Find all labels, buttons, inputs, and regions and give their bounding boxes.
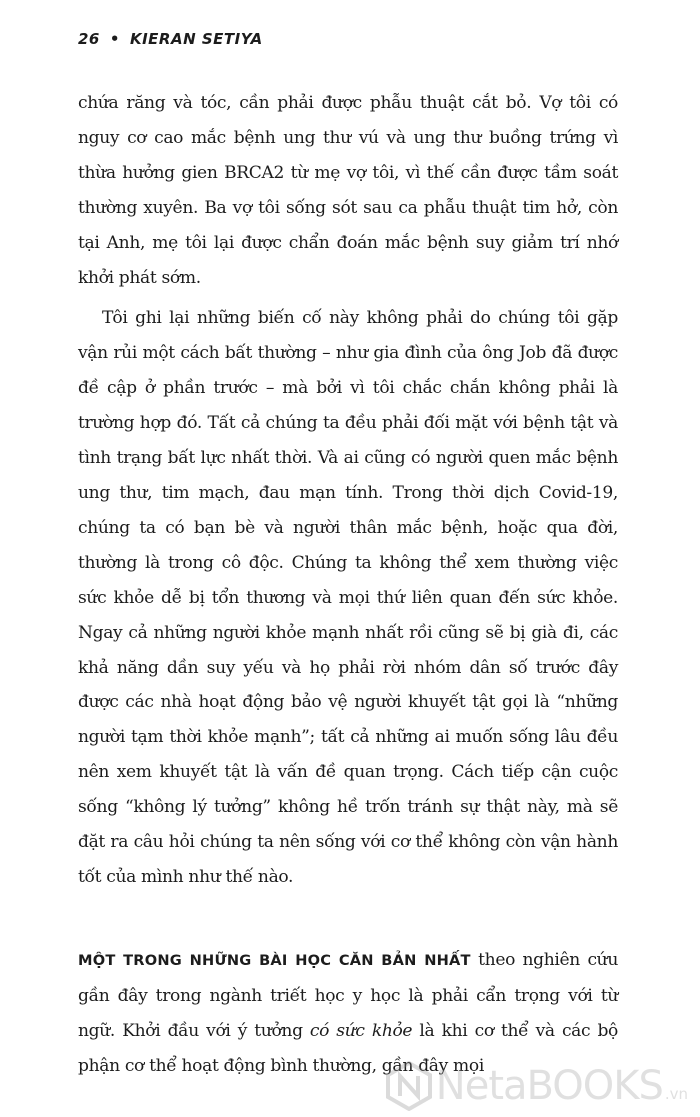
paragraph-1: chứa răng và tóc, cần phải được phẫu thuật cắt bỏ. Vợ tôi có nguy cơ cao mắc bệnh ung thư vú và ung thư buồng trứng vì thừa hưởng gien BRCA2 từ mẹ vợ tôi, vì thế cần được tầm soát thường xuyên. Ba vợ tôi sống sót sau ca phẫu thuật tim hở, còn tại Anh, mẹ tôi lại được chẩn đoán mắc bệnh suy giảm trí nhớ khởi phát sớm. xyxy=(78,93,618,288)
paragraph-3-text-b: là khi cơ thể và các bộ phận cơ thể hoạt động bình thường, gần đây mọi xyxy=(78,1020,618,1076)
netabooks-logo-icon xyxy=(386,1061,432,1111)
page-body xyxy=(78,86,618,1083)
paragraph-2: Tôi ghi lại những biến cố này không phải do chúng tôi gặp vận rủi một cách bất thường – như gia đình của ông Job đã được đề cập ở phần trước – mà bởi vì tôi chắc chắn không phải là trường hợp đó. Tất cả chúng ta đều phải đối mặt với bệnh tật và tình trạng bất lực nhất thời. Và ai cũng có người quen mắc bệnh ung thư, tim mạch, đau mạn tính. Trong thời dịch Covid-19, chúng ta có bạn bè và người thân mắc bệnh, hoặc qua đời, thường là trong cô độc. Chúng ta không thể xem thường việc sức khỏe dễ bị tổn thương và mọi thứ liên quan đến sức khỏe. Ngay cả những người khỏe mạnh nhất rồi cũng sẽ bị già đi, các khả năng dần suy yếu và họ phải rời nhóm dân số trước đây được các nhà hoạt động bảo vệ người khuyết tật gọi là “những người tạm thời khỏe mạnh”; tất cả những ai muốn sống lâu đều nên xem khuyết tật là vấn đề quan trọng. Cách tiếp cận cuộc sống “không lý tưởng” không hề trốn tránh sự thật này, mà sẽ đặt ra câu hỏi chúng ta nên sống với cơ thể không còn vận hành tốt của mình như thế nào. xyxy=(78,308,618,887)
paragraph-3-text-a: theo nghiên cứu gần đây trong ngành triết học y học là phải cẩn trọng với từ ngữ. Khởi đầu với ý tưởng xyxy=(78,949,618,1041)
watermark-tld: .vn xyxy=(664,1085,688,1103)
header-separator: • xyxy=(109,30,120,48)
paragraph-3-emphasis: có sức khỏe xyxy=(309,1020,413,1041)
watermark-brand: NetaBOOKS xyxy=(435,1063,663,1109)
watermark xyxy=(386,1061,688,1111)
author-name: KIERAN SETIYA xyxy=(129,30,263,48)
section-lead-caps: MỘT TRONG NHỮNG BÀI HỌC CĂN BẢN NHẤT xyxy=(78,951,471,969)
page-number: 26 xyxy=(78,30,100,48)
running-header xyxy=(78,30,263,48)
